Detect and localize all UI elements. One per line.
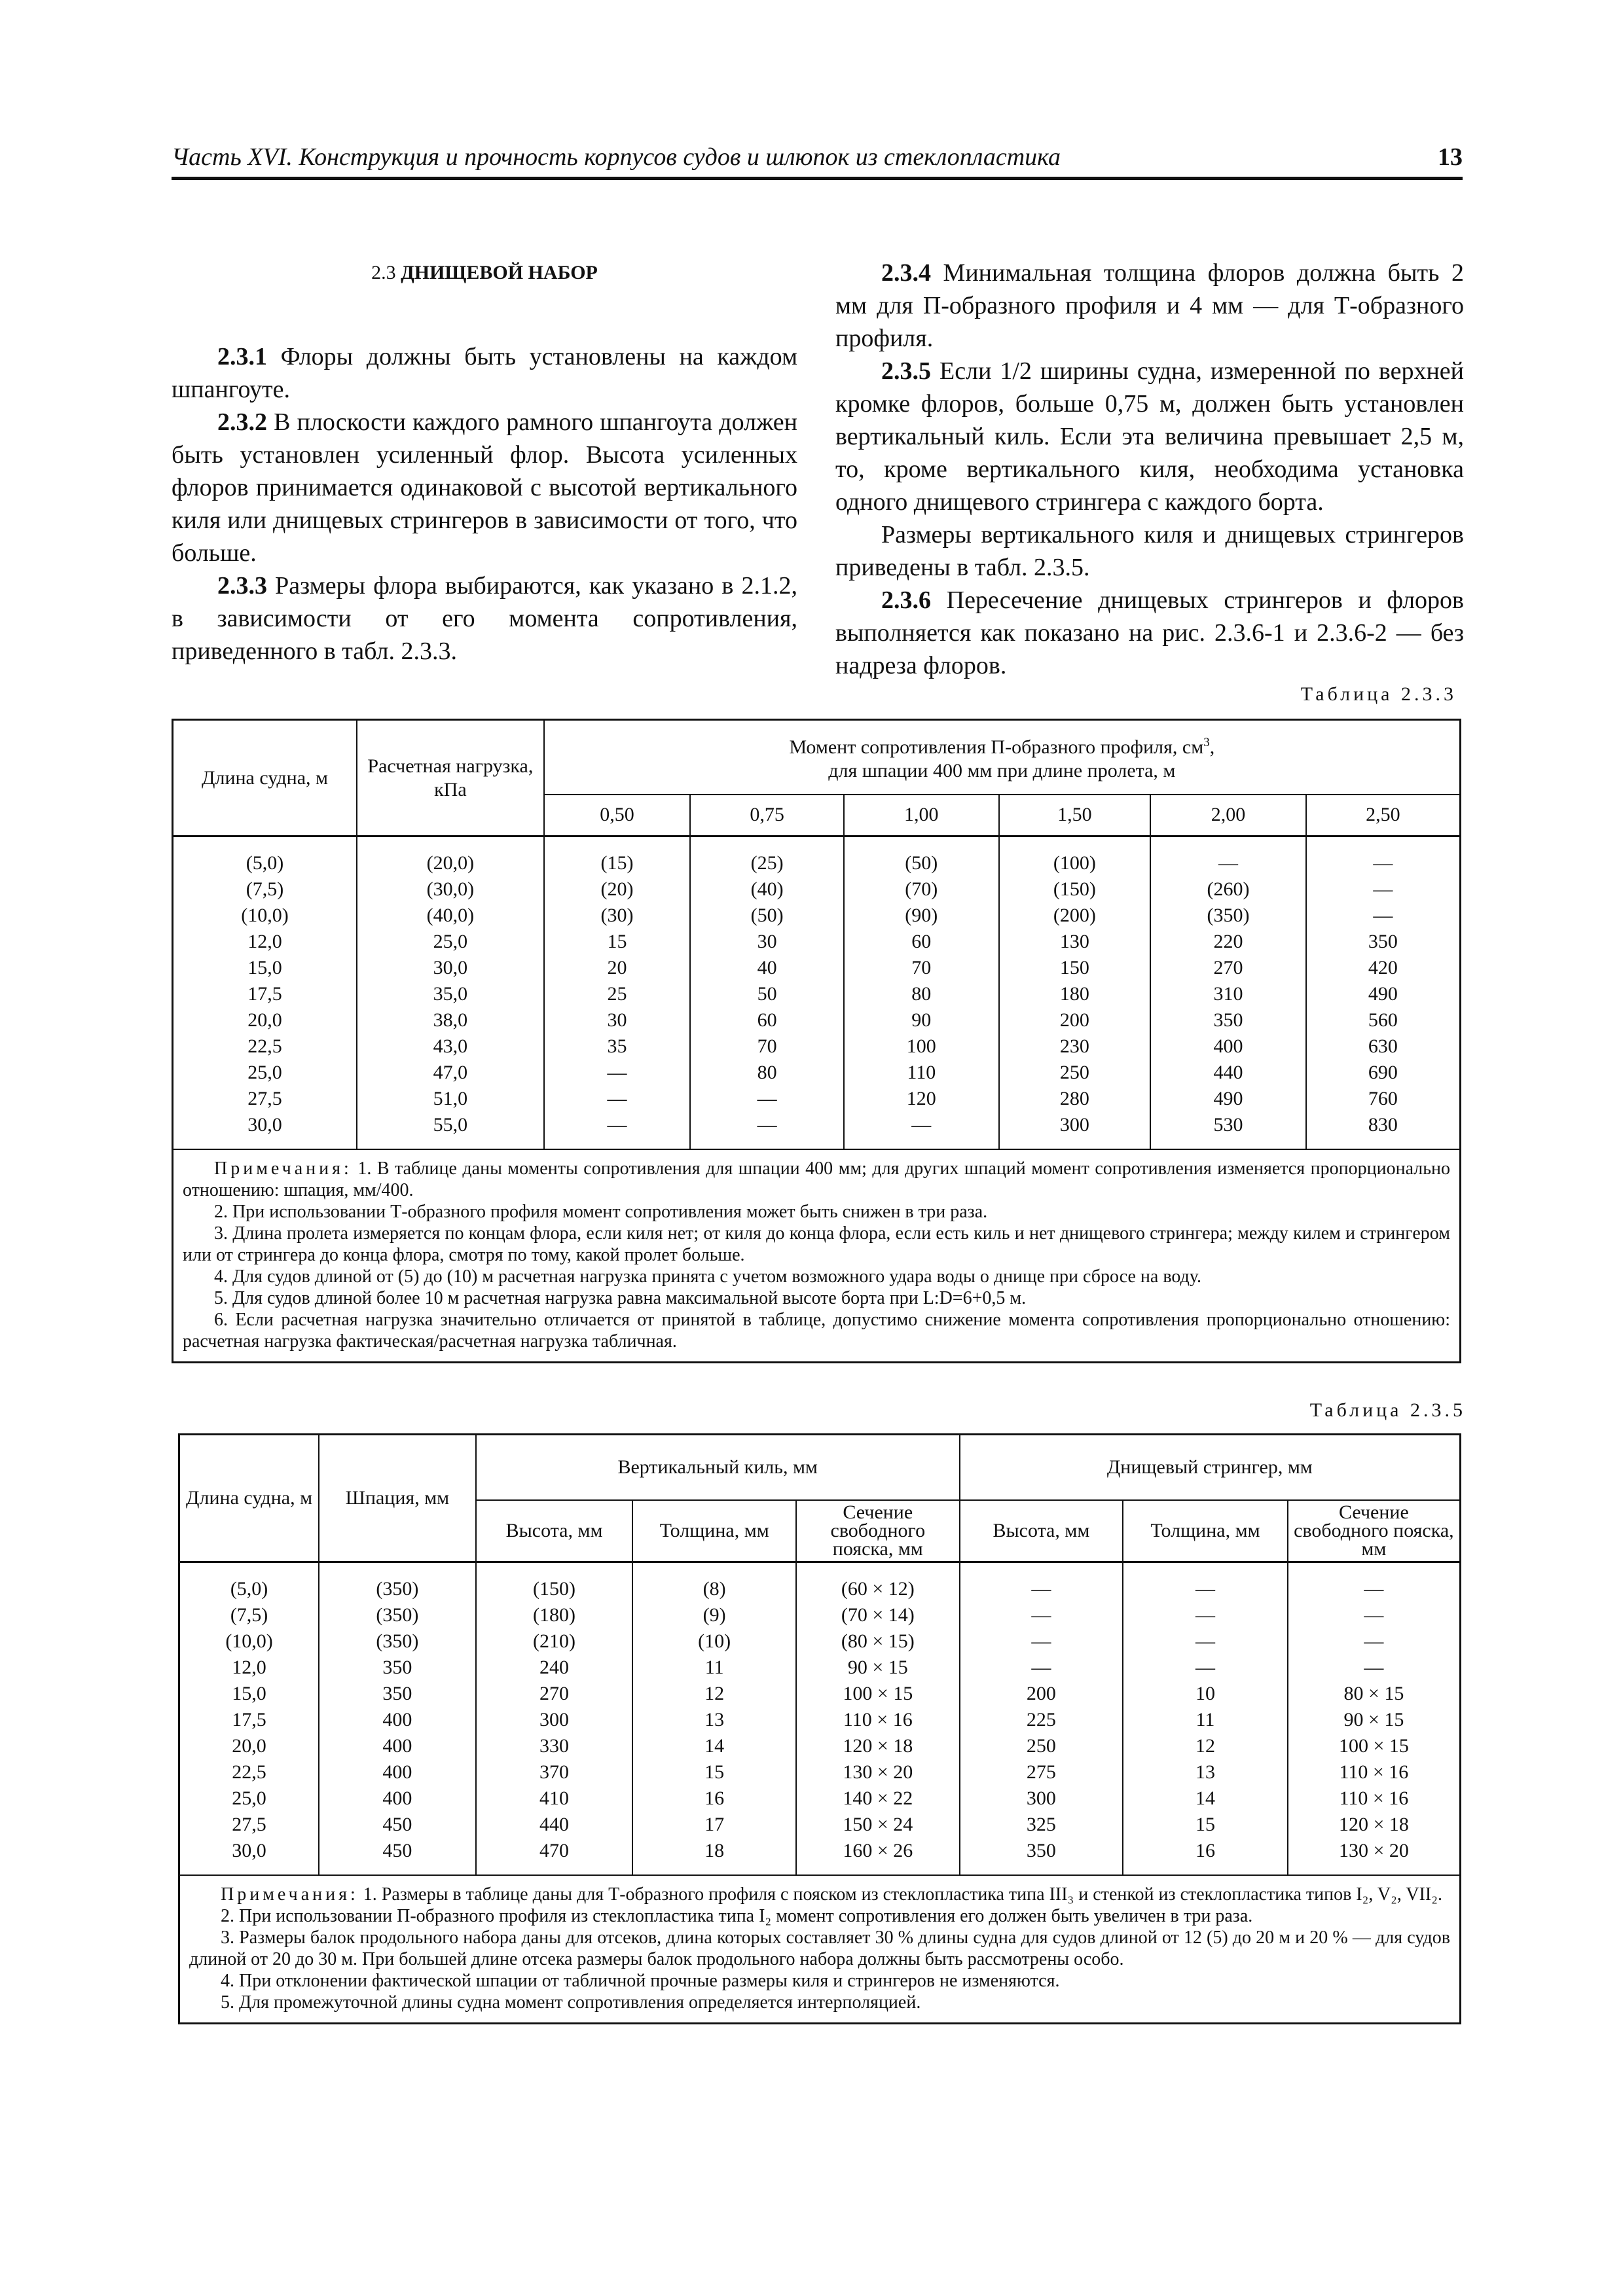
section-number: 2.3	[371, 262, 396, 283]
column-stringer-flange	[1288, 1562, 1461, 1875]
table-cell: 420	[1368, 957, 1398, 978]
column-keel-height	[476, 1562, 633, 1875]
table-cell: —	[1195, 1630, 1215, 1652]
header-moment-sup: 3	[1203, 736, 1210, 750]
paragraph-2-3-2	[172, 406, 797, 569]
table-cell: 30,0	[433, 957, 468, 978]
table-cell: (40)	[750, 878, 784, 900]
table-cell: 100 × 15	[843, 1682, 913, 1704]
table-cell: (7,5)	[230, 1604, 268, 1626]
table-cell: (9)	[702, 1604, 726, 1626]
table-cell: 110 × 16	[843, 1708, 913, 1731]
table-notes	[173, 1149, 1461, 1363]
table-cell: 35,0	[433, 983, 468, 1005]
table-cell: 22,5	[247, 1035, 282, 1057]
paragraph-text: Минимальная толщина флоров должна быть 2 мм для П-образного профиля и 4 мм — для Т-образного профиля.	[835, 259, 1465, 352]
table-cell: 150 × 24	[843, 1813, 913, 1835]
table-cell: (5,0)	[246, 852, 284, 874]
paragraph-2-3-1	[172, 340, 797, 406]
table-cell: 80	[757, 1062, 777, 1083]
table-cell: 20	[607, 957, 627, 978]
table-cell: 60	[757, 1009, 777, 1031]
table-cell: 300	[539, 1708, 570, 1731]
table-cell: 55,0	[433, 1114, 468, 1136]
table-cell: (200)	[1053, 905, 1096, 926]
table-cell: 13	[704, 1708, 725, 1731]
table-cell: 90 × 15	[847, 1656, 908, 1678]
table-cell: 70	[757, 1035, 777, 1057]
table-cell: 200	[1059, 1009, 1089, 1031]
table-cell: 120 × 18	[1338, 1813, 1409, 1835]
table-cell: 30,0	[247, 1114, 282, 1136]
table-cell: (70 × 14)	[841, 1604, 915, 1626]
table-cell: (20)	[600, 878, 634, 900]
table-cell: 160 × 26	[843, 1839, 913, 1861]
header-stringer-thickness: Толщина, мм	[1123, 1500, 1288, 1562]
paragraph-text: Если 1/2 ширины судна, измеренной по верхней кромке флоров, больше 0,75 м, должен быть установлен вертикальный киль. Если эта величина превышает 2,5 м, то, кроме вертикального киля, необходима установка одного днищевого стрингера с каждого борта.	[835, 357, 1464, 516]
table-cell: 450	[382, 1813, 412, 1835]
table-cell: 15	[704, 1761, 725, 1783]
paragraph-text: В плоскости каждого рамного шпангоута должен быть установлен усиленный флор. Высота усиленных флоров принимается одинаковой с высотой вертикального киля или днищевых стрингеров в зависимости от того, что больше.	[172, 408, 798, 567]
clause-number: 2.3.6	[881, 586, 931, 614]
table-cell: 370	[539, 1761, 570, 1783]
table-cell: 200	[1026, 1682, 1056, 1704]
table-cell: 440	[539, 1813, 570, 1835]
table-cell: 27,5	[247, 1088, 282, 1109]
header-span-3: 1,00	[844, 795, 999, 836]
table-cell: (15)	[600, 852, 634, 874]
table-cell: 38,0	[433, 1009, 468, 1031]
note: 4. Для судов длиной от (5) до (10) м расчетная нагрузка принята с учетом возможного удара воды о днище при сбросе на воду.	[214, 1266, 1201, 1287]
note: 5. Для судов длиной более 10 м расчетная нагрузка равна максимальной высоте борта при L:D=6+0,5 м.	[214, 1288, 1027, 1308]
paragraph-2-3-3	[172, 569, 797, 668]
note: 5. Для промежуточной длины судна момент сопротивления определяется интерполяцией.	[221, 1992, 921, 2013]
section-title: ДНИЩЕВОЙ НАБОР	[401, 262, 598, 283]
table-cell: 15,0	[232, 1682, 266, 1704]
header-stringer-flange: Сечение свободного пояска, мм	[1288, 1500, 1461, 1562]
table-cell: 15	[1195, 1813, 1215, 1835]
table-cell: 250	[1059, 1062, 1089, 1083]
table-cell: 560	[1368, 1009, 1398, 1031]
header-moment-line1: Момент сопротивления П-образного профиля, см	[789, 736, 1204, 759]
column-keel-thickness	[632, 1562, 796, 1875]
table-cell: (100)	[1053, 852, 1096, 874]
header-span-5: 2,00	[1150, 795, 1306, 836]
header-keel-height: Высота, мм	[476, 1500, 633, 1562]
table-cell: —	[1031, 1577, 1051, 1600]
note: 2. При использовании Т-образного профиля момент сопротивления может быть снижен в три раза.	[214, 1202, 988, 1222]
table-cell: (180)	[533, 1604, 576, 1626]
table-cell: 10	[1195, 1682, 1215, 1704]
table-cell: 350	[382, 1656, 412, 1678]
note: 1. В таблице даны моменты сопротивления для шпации 400 мм; для других шпаций момент сопротивления изменяется пропорционально отношению: шпация, мм/400.	[183, 1158, 1451, 1200]
note: 4. При отклонении фактической шпации от табличной прочные размеры киля и стрингеров не изменяются.	[221, 1970, 1060, 1991]
table-cell: 440	[1213, 1062, 1243, 1083]
header-span-6: 2,50	[1306, 795, 1461, 836]
header-span-2: 0,75	[690, 795, 844, 836]
table-cell: 12,0	[247, 931, 282, 952]
table-cell: —	[1373, 852, 1393, 874]
table-cell: 400	[382, 1734, 412, 1757]
table-cell: —	[607, 1088, 627, 1109]
table-cell: 690	[1368, 1062, 1398, 1083]
paragraph-2-3-6	[835, 584, 1464, 682]
header-length: Длина судна, м	[179, 1435, 319, 1562]
table-cell: (10,0)	[241, 905, 289, 926]
table-cell: 490	[1213, 1088, 1243, 1109]
table-cell: —	[1195, 1577, 1215, 1600]
table-cell: 51,0	[433, 1088, 468, 1109]
table-cell: 15	[607, 931, 627, 952]
note: 3. Размеры балок продольного набора даны для отсеков, длина которых составляет 30 % длины судна для судов длиной от 12 (5) до 20 м и 20 % — для судов длиной от 20 до 30 м. При большей длине отсека размеры балок продольного набора должны быть рассмотрены особо.	[189, 1927, 1450, 1969]
table-cell: (150)	[1053, 878, 1096, 900]
table-cell: 180	[1059, 983, 1089, 1005]
note: 2. При использовании П-образного профиля из стеклопластика типа I₂ момент сопротивления его должен быть увеличен в три раза.	[221, 1905, 1253, 1926]
table-cell: —	[1364, 1656, 1384, 1678]
table-cell: 12	[1195, 1734, 1215, 1757]
table-cell: 17,5	[232, 1708, 266, 1731]
header-span-4: 1,50	[999, 795, 1151, 836]
paragraph-text: Флоры должны быть установлены на каждом шпангоуте.	[172, 343, 797, 403]
table-cell: 13	[1195, 1761, 1215, 1783]
table-cell: 400	[382, 1787, 412, 1809]
table-cell: 25,0	[433, 931, 468, 952]
table-cell: (30)	[600, 905, 634, 926]
table-cell: 16	[704, 1787, 725, 1809]
table-cell: 410	[539, 1787, 570, 1809]
table-cell: —	[1373, 878, 1393, 900]
table-cell: 20,0	[247, 1009, 282, 1031]
table-cell: 140 × 22	[843, 1787, 913, 1809]
table-cell: 280	[1059, 1088, 1089, 1109]
table-cell: —	[1031, 1604, 1051, 1626]
table-cell: 35	[607, 1035, 627, 1057]
paragraph-2-3-5-continued	[835, 518, 1464, 584]
table-cell: 11	[1195, 1708, 1215, 1731]
table-cell: (90)	[905, 905, 938, 926]
table-cell: 130 × 20	[843, 1761, 913, 1783]
table-cell: 300	[1059, 1114, 1089, 1136]
table-cell: 22,5	[232, 1761, 266, 1783]
table-cell: 30	[757, 931, 777, 952]
left-column	[172, 257, 797, 668]
section-heading	[172, 257, 797, 289]
table-cell: 300	[1026, 1787, 1056, 1809]
header-stringer-height: Высота, мм	[960, 1500, 1123, 1562]
note: 6. Если расчетная нагрузка значительно отличается от принятой в таблице, допустимо снижение момента сопротивления пропорционально отношению: расчетная нагрузка фактическая/расчетная нагрузка табличная.	[183, 1310, 1450, 1352]
column-spacing	[319, 1562, 476, 1875]
table-cell: (350)	[1207, 905, 1250, 926]
table-cell: —	[1195, 1656, 1215, 1678]
table-cell: —	[757, 1088, 777, 1109]
column-keel-flange	[796, 1562, 960, 1875]
clause-number: 2.3.1	[217, 343, 267, 370]
table-cell: 17,5	[247, 983, 282, 1005]
table-cell: 760	[1368, 1088, 1398, 1109]
table-cell: 80 × 15	[1343, 1682, 1404, 1704]
table-cell: 490	[1368, 983, 1398, 1005]
table-cell: 350	[1026, 1839, 1056, 1861]
table-cell: (30,0)	[426, 878, 475, 900]
table-cell: 470	[539, 1839, 570, 1861]
table-caption: Таблица 2.3.3	[1300, 683, 1457, 705]
notes-label: Примечания:	[221, 1884, 359, 1905]
table-cell: (5,0)	[230, 1577, 268, 1600]
table-cell: 60	[911, 931, 932, 952]
table-cell: 450	[382, 1839, 412, 1861]
table-cell: —	[607, 1062, 627, 1083]
table-cell: 350	[382, 1682, 412, 1704]
paragraph-2-3-4	[835, 257, 1464, 355]
table-cell: —	[911, 1114, 932, 1136]
table-cell: (70)	[905, 878, 938, 900]
table-cell: 12	[704, 1682, 725, 1704]
header-moment-line2: для шпации 400 мм при длине пролета, м	[828, 760, 1176, 782]
table-cell: 120	[906, 1088, 936, 1109]
table-cell: 25	[607, 983, 627, 1005]
table-cell: 310	[1213, 983, 1243, 1005]
column-span-3	[844, 836, 999, 1150]
table-cell: 220	[1213, 931, 1243, 952]
table-cell: (40,0)	[426, 905, 475, 926]
table-cell: 110 × 16	[1339, 1761, 1409, 1783]
header-load: Расчетная нагрузка, кПа	[357, 720, 544, 836]
column-stringer-height	[960, 1562, 1123, 1875]
table-cell: 225	[1026, 1708, 1056, 1731]
table-cell: —	[1364, 1577, 1384, 1600]
table-cell: 50	[757, 983, 777, 1005]
table-cell: (210)	[533, 1630, 576, 1652]
table-cell: 120 × 18	[843, 1734, 913, 1757]
running-header	[172, 143, 1463, 177]
table-cell: (50)	[750, 905, 784, 926]
table-cell: (60 × 12)	[841, 1577, 915, 1600]
table-cell: 150	[1059, 957, 1089, 978]
table-cell: 110 × 16	[1339, 1787, 1409, 1809]
table-cell: —	[1218, 852, 1239, 874]
part-title: Часть XVI. Конструкция и прочность корпусов судов и шлюпок из стеклопластика	[172, 143, 1061, 171]
table-cell: 270	[1213, 957, 1243, 978]
paragraph-2-3-5	[835, 355, 1464, 518]
table-cell: 12,0	[232, 1656, 266, 1678]
table-cell: (350)	[376, 1577, 419, 1600]
table-cell: 230	[1059, 1035, 1089, 1057]
table-cell: 40	[757, 957, 777, 978]
table-cell: 25,0	[232, 1787, 266, 1809]
table-cell: (10,0)	[225, 1630, 273, 1652]
clause-number: 2.3.3	[217, 572, 267, 600]
table-cell: 400	[1213, 1035, 1243, 1057]
table-cell: 530	[1213, 1114, 1243, 1136]
table-cell: 30	[607, 1009, 627, 1031]
table-cell: 240	[539, 1656, 570, 1678]
table-cell: 330	[539, 1734, 570, 1757]
table-cell: (80 × 15)	[841, 1630, 915, 1652]
table-cell: —	[1373, 905, 1393, 926]
header-keel-thickness: Толщина, мм	[632, 1500, 796, 1562]
column-span-6	[1306, 836, 1461, 1150]
table-cell: 130	[1059, 931, 1089, 952]
table-cell: 250	[1026, 1734, 1056, 1757]
note: 1. Размеры в таблице даны для Т-образного профиля с пояском из стеклопластика типа III₃ и стенкой из стеклопластика типов I₂, V₂, VII₂.	[363, 1884, 1442, 1905]
table-cell: —	[757, 1114, 777, 1136]
table-cell: (7,5)	[246, 878, 284, 900]
header-length: Длина судна, м	[173, 720, 357, 836]
table-cell: 47,0	[433, 1062, 468, 1083]
table-cell: 14	[1195, 1787, 1215, 1809]
column-length	[179, 1562, 319, 1875]
table-2-3-3	[172, 719, 1461, 1363]
table-cell: 80	[911, 983, 932, 1005]
table-cell: 17	[704, 1813, 725, 1835]
column-load	[357, 836, 544, 1150]
header-stringer: Днищевый стрингер, мм	[960, 1435, 1461, 1500]
notes-label: Примечания:	[214, 1158, 352, 1179]
header-span-1: 0,50	[544, 795, 691, 836]
clause-number: 2.3.4	[881, 259, 931, 287]
header-spacing: Шпация, мм	[319, 1435, 476, 1562]
header-keel: Вертикальный киль, мм	[476, 1435, 960, 1500]
table-notes	[179, 1875, 1461, 2024]
table-cell: 70	[911, 957, 932, 978]
column-span-2	[690, 836, 844, 1150]
table-cell: 325	[1026, 1813, 1056, 1835]
table-cell: 100	[906, 1035, 936, 1057]
column-span-1	[544, 836, 691, 1150]
table-cell: 400	[382, 1761, 412, 1783]
table-cell: 14	[704, 1734, 725, 1757]
table-cell: 350	[1213, 1009, 1243, 1031]
table-cell: (20,0)	[426, 852, 475, 874]
table-cell: —	[1195, 1604, 1215, 1626]
header-rule	[172, 177, 1463, 180]
column-span-5	[1150, 836, 1306, 1150]
page-number: 13	[1438, 143, 1463, 171]
table-cell: (350)	[376, 1630, 419, 1652]
table-cell: 275	[1026, 1761, 1056, 1783]
table-cell: 90	[911, 1009, 932, 1031]
table-cell: 25,0	[247, 1062, 282, 1083]
header-moment: Момент сопротивления П-образного профиля, $см^3$, для шпации 400 мм при длине пролета, м	[544, 720, 1461, 795]
table-cell: 18	[704, 1839, 725, 1861]
table-cell: (260)	[1207, 878, 1250, 900]
table-cell: 15,0	[247, 957, 282, 978]
right-column	[835, 257, 1464, 682]
table-cell: 630	[1368, 1035, 1398, 1057]
table-cell: —	[1031, 1656, 1051, 1678]
clause-number: 2.3.5	[881, 357, 931, 385]
table-cell: —	[1031, 1630, 1051, 1652]
table-cell: —	[1364, 1604, 1384, 1626]
column-stringer-thickness	[1123, 1562, 1288, 1875]
table-cell: —	[1364, 1630, 1384, 1652]
table-cell: 270	[539, 1682, 570, 1704]
paragraph-text: Размеры вертикального киля и днищевых стрингеров приведены в табл. 2.3.5.	[835, 521, 1464, 581]
table-cell: 400	[382, 1708, 412, 1731]
table-cell: 30,0	[232, 1839, 266, 1861]
table-caption: Таблица 2.3.5	[1309, 1399, 1466, 1421]
table-cell: 90 × 15	[1343, 1708, 1404, 1731]
table-cell: —	[607, 1114, 627, 1136]
table-2-3-5	[178, 1433, 1461, 2024]
table-cell: (25)	[750, 852, 784, 874]
table-cell: 830	[1368, 1114, 1398, 1136]
table-cell: 20,0	[232, 1734, 266, 1757]
table-cell: (8)	[702, 1577, 726, 1600]
clause-number: 2.3.2	[217, 408, 267, 436]
header-keel-flange: Сечение свободного пояска, мм	[796, 1500, 960, 1562]
table-cell: (50)	[905, 852, 938, 874]
table-cell: 16	[1195, 1839, 1215, 1861]
table-cell: 43,0	[433, 1035, 468, 1057]
paragraph-text: Пересечение днищевых стрингеров и флоров выполняется как показано на рис. 2.3.6-1 и 2.3.6-2 — без надреза флоров.	[835, 586, 1464, 679]
table-cell: (350)	[376, 1604, 419, 1626]
table-cell: (10)	[698, 1630, 731, 1652]
table-cell: (150)	[533, 1577, 576, 1600]
table-cell: 11	[704, 1656, 724, 1678]
column-length	[173, 836, 357, 1150]
table-cell: 350	[1368, 931, 1398, 952]
table-cell: 100 × 15	[1338, 1734, 1409, 1757]
paragraph-text: Размеры флора выбираются, как указано в 2.1.2, в зависимости от его момента сопротивления, приведенного в табл. 2.3.3.	[172, 572, 798, 665]
column-span-4	[999, 836, 1151, 1150]
table-cell: 27,5	[232, 1813, 266, 1835]
note: 3. Длина пролета измеряется по концам флора, если киля нет; от киля до конца флора, если есть киль и нет днищевого стрингера; между килем и стрингером или от стрингера до конца флора, смотря по тому, какой пролет больше.	[183, 1223, 1450, 1265]
table-cell: 130 × 20	[1338, 1839, 1409, 1861]
table-cell: 110	[907, 1062, 936, 1083]
